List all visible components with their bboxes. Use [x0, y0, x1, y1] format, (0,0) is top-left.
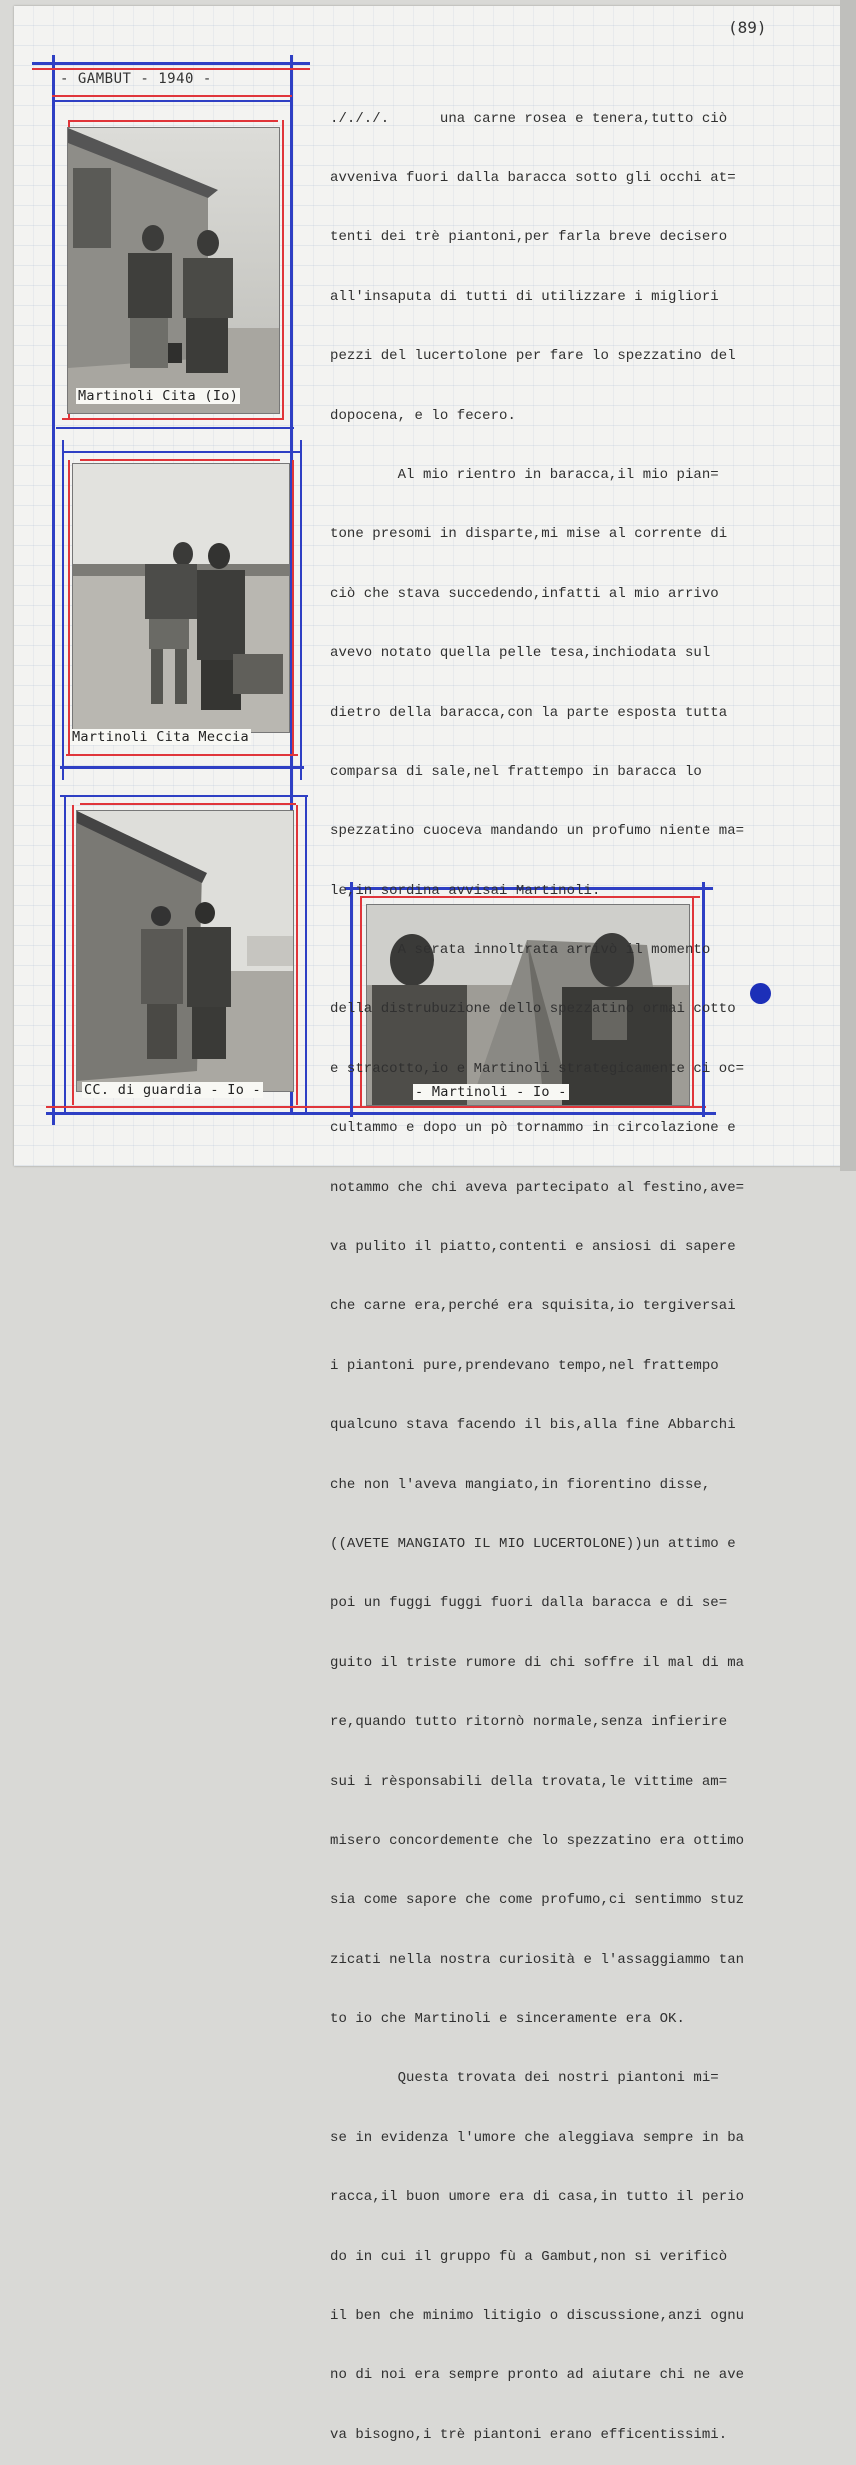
blue-dot-marker: [750, 983, 771, 1004]
text-line: e stracotto,io e Martinoli strategicamente ci oc=: [330, 1060, 745, 1077]
text-line: tone presomi in disparte,mi mise al corrente di: [330, 526, 728, 543]
photo-3-image: [77, 811, 293, 1091]
photo-3: [76, 810, 294, 1092]
frame-line: [52, 95, 292, 97]
text-line: che non l'aveva mangiato,in fiorentino disse,: [330, 1476, 711, 1493]
page-edge: [840, 0, 856, 1171]
text-line: ((AVETE MANGIATO IL MIO LUCERTOLONE))un attimo e: [330, 1535, 736, 1552]
text-line: A serata innoltrata arrivò il momento: [330, 942, 711, 959]
frame-line: [60, 766, 304, 769]
frame-line: [68, 460, 70, 756]
frame-line: [52, 55, 55, 1125]
text-line: racca,il buon umore era di casa,in tutto il perio: [330, 2189, 745, 2206]
frame-line: [300, 440, 302, 780]
text-line: all'insaputa di tutti di utilizzare i migliori: [330, 288, 719, 305]
frame-line: [305, 795, 307, 1115]
frame-line: [52, 100, 292, 102]
text-line: pezzi del lucertolone per fare lo spezzatino del: [330, 348, 736, 365]
frame-line: [80, 803, 296, 805]
frame-line: [292, 460, 294, 756]
frame-line: [282, 120, 284, 420]
text-line: Questa trovata dei nostri piantoni mi=: [330, 2070, 719, 2087]
photo-2-caption: Martinoli Cita Meccia: [72, 729, 249, 745]
frame-line: [66, 754, 298, 756]
page-header: - GAMBUT - 1940 -: [60, 71, 212, 87]
text-line: sui i rèsponsabili della trovata,le vittime am=: [330, 1773, 728, 1790]
photo-4-caption: - Martinoli - Io -: [415, 1084, 567, 1100]
text-line: sia come sapore che come profumo,ci sentimmo stuz: [330, 1892, 745, 1909]
frame-line: [80, 459, 280, 461]
frame-line: [68, 120, 278, 122]
text-line: misero concordemente che lo spezzatino era ottimo: [330, 1832, 745, 1849]
photo-2: [72, 463, 290, 733]
frame-line: [60, 795, 308, 797]
text-line: avveniva fuori dalla baracca sotto gli occhi at=: [330, 169, 736, 186]
text-line: to io che Martinoli e sinceramente era OK.: [330, 2011, 685, 2028]
text-line: Al mio rientro in baracca,il mio pian=: [330, 466, 719, 483]
photo-1: [67, 127, 280, 414]
text-line: spezzatino cuoceva mandando un profumo niente ma=: [330, 823, 745, 840]
text-line: va bisogno,i trè piantoni erano efficentissimi.: [330, 2426, 728, 2443]
text-line: zicati nella nostra curiosità e l'assaggiammo tan: [330, 1951, 745, 1968]
frame-line: [296, 805, 298, 1105]
frame-line: [64, 795, 66, 1115]
text-line: notammo che chi aveva partecipato al festino,ave=: [330, 1179, 745, 1196]
text-line: cultammo e dopo un pò tornammo in circolazione e: [330, 1120, 736, 1137]
text-line: della distrubuzione dello spezzatino ormai cotto: [330, 1001, 736, 1018]
page-number: (89): [728, 18, 767, 37]
frame-line: [62, 440, 64, 780]
text-line: se in evidenza l'umore che aleggiava sempre in ba: [330, 2129, 745, 2146]
photo-1-image: [68, 128, 279, 413]
photo-2-image: [73, 464, 289, 732]
text-line: dietro della baracca,con la parte esposta tutta: [330, 704, 728, 721]
frame-line: [62, 418, 282, 420]
photo-1-caption: Martinoli Cita (Io): [78, 388, 239, 404]
text-line: dopocena, e lo fecero.: [330, 407, 516, 424]
text-line: re,quando tutto ritornò normale,senza infierire: [330, 1714, 728, 1731]
text-line: qualcuno stava facendo il bis,alla fine Abbarchi: [330, 1417, 736, 1434]
frame-line: [62, 451, 302, 453]
frame-line: [72, 805, 74, 1105]
text-line: no di noi era sempre pronto ad aiutare chi ne ave: [330, 2367, 745, 2384]
text-line: do in cui il gruppo fù a Gambut,non si verificò: [330, 2248, 728, 2265]
photo-3-caption: CC. di guardia - Io -: [84, 1082, 261, 1098]
typed-body-text: [330, 70, 830, 2465]
text-line: guito il triste rumore di chi soffre il mal di ma: [330, 1654, 745, 1671]
frame-line: [32, 68, 310, 70]
text-line: ciò che stava succedendo,infatti al mio arrivo: [330, 585, 719, 602]
frame-line: [32, 62, 310, 65]
text-line: va pulito il piatto,contenti e ansiosi di sapere: [330, 1239, 736, 1256]
text-line: il ben che minimo litigio o discussione,anzi ognu: [330, 2308, 745, 2325]
frame-line: [56, 427, 294, 429]
text-line: le,in sordina avvisai Martinoli.: [330, 882, 601, 899]
text-line: ./././. una carne rosea e tenera,tutto ciò: [330, 110, 728, 127]
text-line: comparsa di sale,nel frattempo in baracca lo: [330, 763, 702, 780]
text-line: tenti dei trè piantoni,per farla breve decisero: [330, 229, 728, 246]
text-line: avevo notato quella pelle tesa,inchiodata sul: [330, 645, 711, 662]
text-line: poi un fuggi fuggi fuori dalla baracca e di se=: [330, 1595, 728, 1612]
text-line: i piantoni pure,prendevano tempo,nel frattempo: [330, 1357, 719, 1374]
text-line: che carne era,perché era squisita,io tergiversai: [330, 1298, 736, 1315]
